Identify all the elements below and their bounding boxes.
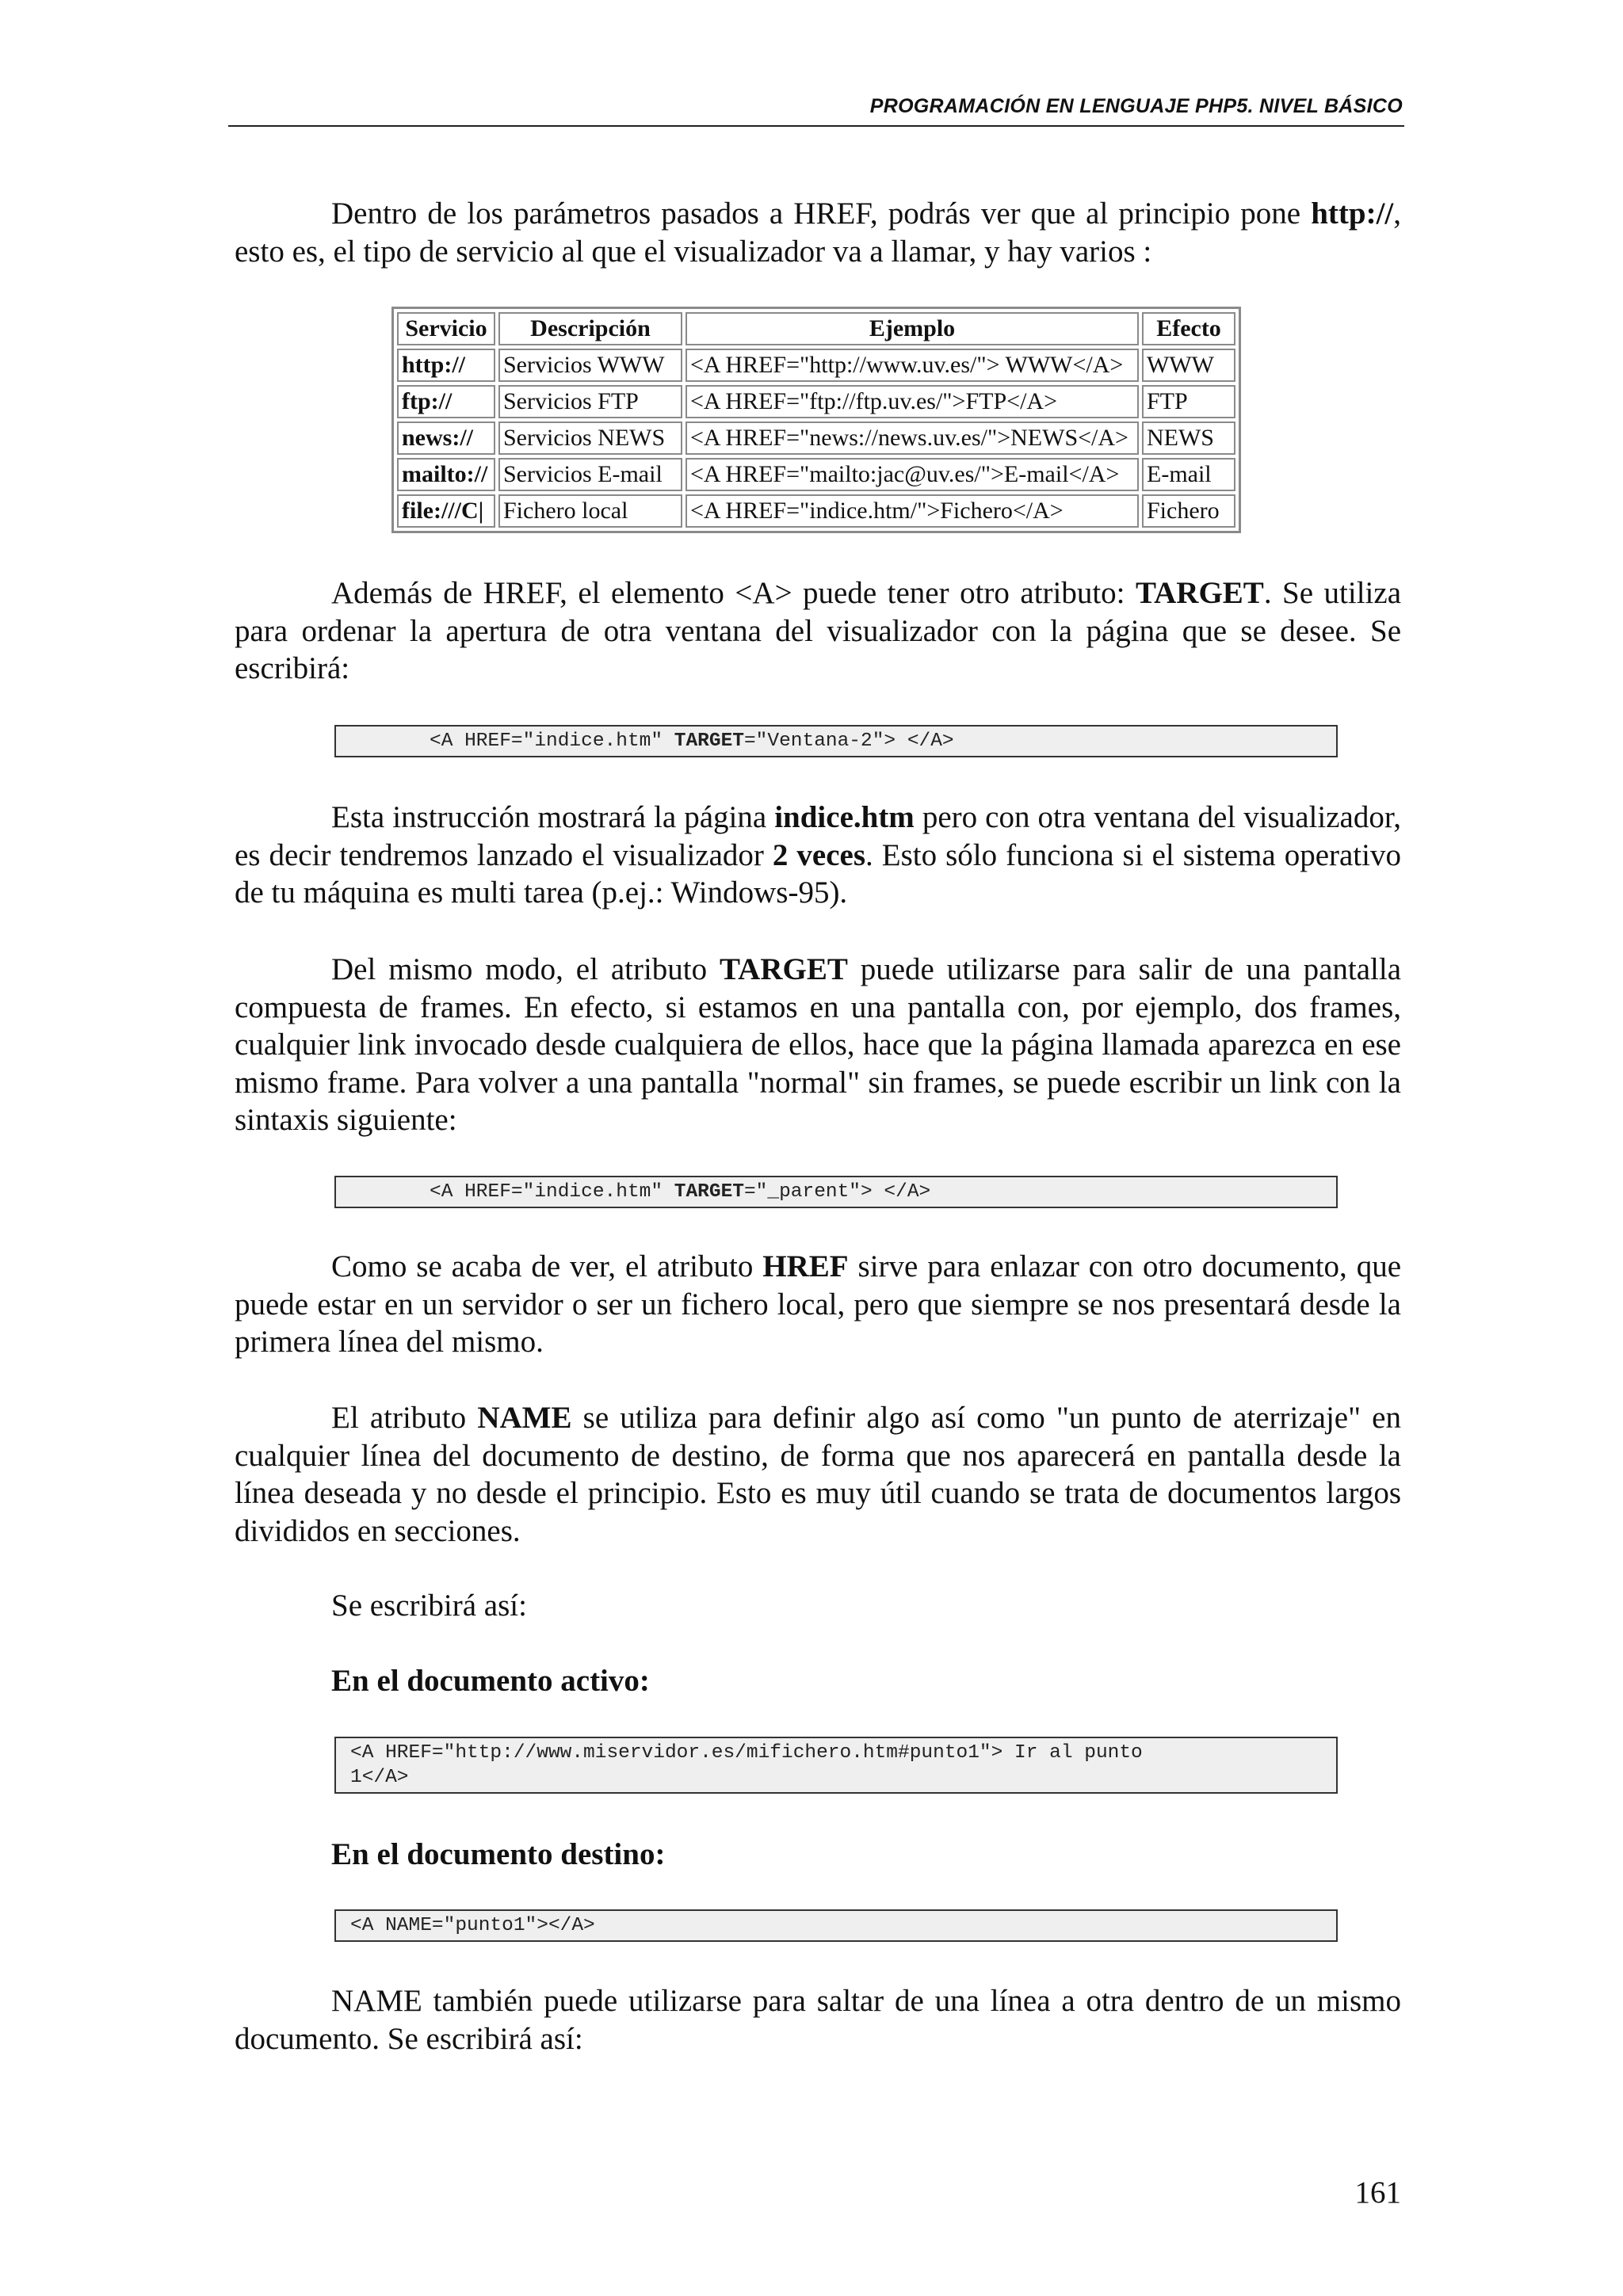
- bold-text: http://: [1311, 196, 1394, 231]
- paragraph-indice-explanation: [235, 799, 1401, 912]
- cell-servicio: file:///C|: [397, 494, 495, 528]
- paragraph-frames: [235, 951, 1401, 1139]
- bold-text: TARGET: [720, 952, 848, 986]
- code-line: 1</A>: [350, 1767, 409, 1788]
- paragraph-target-intro: [235, 574, 1401, 688]
- cell-efecto: Fichero: [1142, 494, 1235, 528]
- cell-descripcion: Servicios FTP: [498, 385, 682, 418]
- text: Esta instrucción mostrará la página: [331, 800, 775, 834]
- code-line: <A NAME="punto1"></A>: [350, 1915, 595, 1936]
- cell-efecto: NEWS: [1142, 421, 1235, 455]
- bold-text: HREF: [762, 1249, 849, 1283]
- code-line: <A HREF="http://www.miservidor.es/mifichero.htm#punto1"> Ir al punto: [350, 1742, 1143, 1764]
- paragraph-href: [235, 1248, 1401, 1361]
- cell-servicio: news://: [397, 421, 495, 455]
- cell-efecto: WWW: [1142, 349, 1235, 382]
- header-descripcion: Descripción: [498, 312, 682, 345]
- bold-text: 2 veces: [772, 837, 866, 872]
- text: . Se utiliza para ordenar la apertura de otra ventana del visualizador con la página que se desee. Se escribirá:: [235, 576, 1402, 685]
- cell-servicio: ftp://: [397, 385, 495, 418]
- header-ejemplo: Ejemplo: [685, 312, 1139, 345]
- bold-text: TARGET: [1136, 576, 1264, 610]
- cell-servicio: mailto://: [397, 458, 495, 491]
- table-header-row: [397, 312, 1235, 345]
- table-row: [397, 458, 1235, 491]
- cell-ejemplo: <A HREF="ftp://ftp.uv.es/">FTP</A>: [685, 385, 1139, 418]
- paragraph-name: [235, 1399, 1401, 1550]
- bold-text: indice.htm: [774, 800, 915, 834]
- code-box-active-document: [334, 1737, 1338, 1794]
- text: , esto es, el tipo de servicio al que el visualizador va a llamar, y hay varios :: [235, 196, 1401, 269]
- text: . Esto sólo funciona si el sistema operativo de tu máquina es multi tarea (p.ej.: Windows-95).: [235, 837, 1401, 910]
- subheading-documento-activo: En el documento activo:: [331, 1664, 650, 1698]
- cell-servicio: http://: [397, 349, 495, 382]
- code-box-destination-document: [334, 1909, 1338, 1942]
- code-text: <A HREF="indice.htm": [430, 1181, 674, 1203]
- table-row: [397, 349, 1235, 382]
- code-line: [350, 1180, 1322, 1204]
- text: Además de HREF, el elemento <A> puede tener otro atributo:: [331, 576, 1136, 610]
- table-row: [397, 421, 1235, 455]
- text: se utiliza para definir algo así como "un punto de aterrizaje" en cualquier línea del documento de destino, de forma que nos aparecerá en pantalla desde la línea deseada y no desde el principio. Esto es muy útil cuando se trata de documentos largos divididos en secciones.: [235, 1401, 1401, 1548]
- text: pero con otra ventana del visualizador, es decir tendremos lanzado el visualizador: [235, 800, 1401, 872]
- text: El atributo: [331, 1401, 478, 1435]
- page-number: 161: [1354, 2176, 1401, 2210]
- paragraph-se-escribira: Se escribirá así:: [331, 1589, 527, 1623]
- cell-descripcion: Servicios WWW: [498, 349, 682, 382]
- paragraph-name-jump: [235, 1982, 1401, 2058]
- code-text: ="_parent"> </A>: [743, 1181, 931, 1203]
- code-keyword: TARGET: [674, 730, 744, 752]
- cell-ejemplo: <A HREF="mailto:jac@uv.es/">E-mail</A>: [685, 458, 1139, 491]
- cell-descripcion: Fichero local: [498, 494, 682, 528]
- cell-efecto: E-mail: [1142, 458, 1235, 491]
- cell-ejemplo: <A HREF="news://news.uv.es/">NEWS</A>: [685, 421, 1139, 455]
- code-text: <A HREF="indice.htm": [430, 730, 674, 752]
- cell-descripcion: Servicios E-mail: [498, 458, 682, 491]
- code-keyword: TARGET: [674, 1181, 744, 1203]
- code-box-target-window: [334, 725, 1338, 757]
- text: Dentro de los parámetros pasados a HREF, podrás ver que al principio pone: [331, 196, 1312, 231]
- text: sirve para enlazar con otro documento, que puede estar en un servidor o ser un fichero local, pero que siempre se nos presentará desde la primera línea del mismo.: [235, 1249, 1402, 1359]
- header-servicio: Servicio: [397, 312, 495, 345]
- table-row: [397, 494, 1235, 528]
- subheading-documento-destino: En el documento destino:: [331, 1837, 666, 1871]
- code-box-target-parent: [334, 1176, 1338, 1208]
- text: NAME también puede utilizarse para saltar de una línea a otra dentro de un mismo documento. Se escribirá así:: [235, 1984, 1401, 2056]
- table-row: [397, 385, 1235, 418]
- services-table: [391, 307, 1241, 533]
- paragraph-service-intro: [235, 195, 1401, 270]
- code-text: ="Ventana-2"> </A>: [743, 730, 954, 752]
- text: puede utilizarse para salir de una pantalla compuesta de frames. En efecto, si estamos en una pantalla con, por ejemplo, dos frames, cualquier link invocado desde cualquiera de ellos, hace que la página llamada aparezca en ese mismo frame. Para volver a una pantalla "normal" sin frames, se puede escribir un link con la sintaxis siguiente:: [235, 952, 1401, 1137]
- cell-descripcion: Servicios NEWS: [498, 421, 682, 455]
- header-rule: [228, 125, 1404, 127]
- text: Del mismo modo, el atributo: [331, 952, 720, 986]
- header-efecto: Efecto: [1142, 312, 1235, 345]
- code-line: [350, 729, 1322, 753]
- cell-efecto: FTP: [1142, 385, 1235, 418]
- cell-ejemplo: <A HREF="http://www.uv.es/"> WWW</A>: [685, 349, 1139, 382]
- bold-text: NAME: [477, 1401, 572, 1435]
- cell-ejemplo: <A HREF="indice.htm/">Fichero</A>: [685, 494, 1139, 528]
- running-header: PROGRAMACIÓN EN LENGUAJE PHP5. NIVEL BÁSICO: [869, 95, 1403, 117]
- text: Como se acaba de ver, el atributo: [331, 1249, 763, 1283]
